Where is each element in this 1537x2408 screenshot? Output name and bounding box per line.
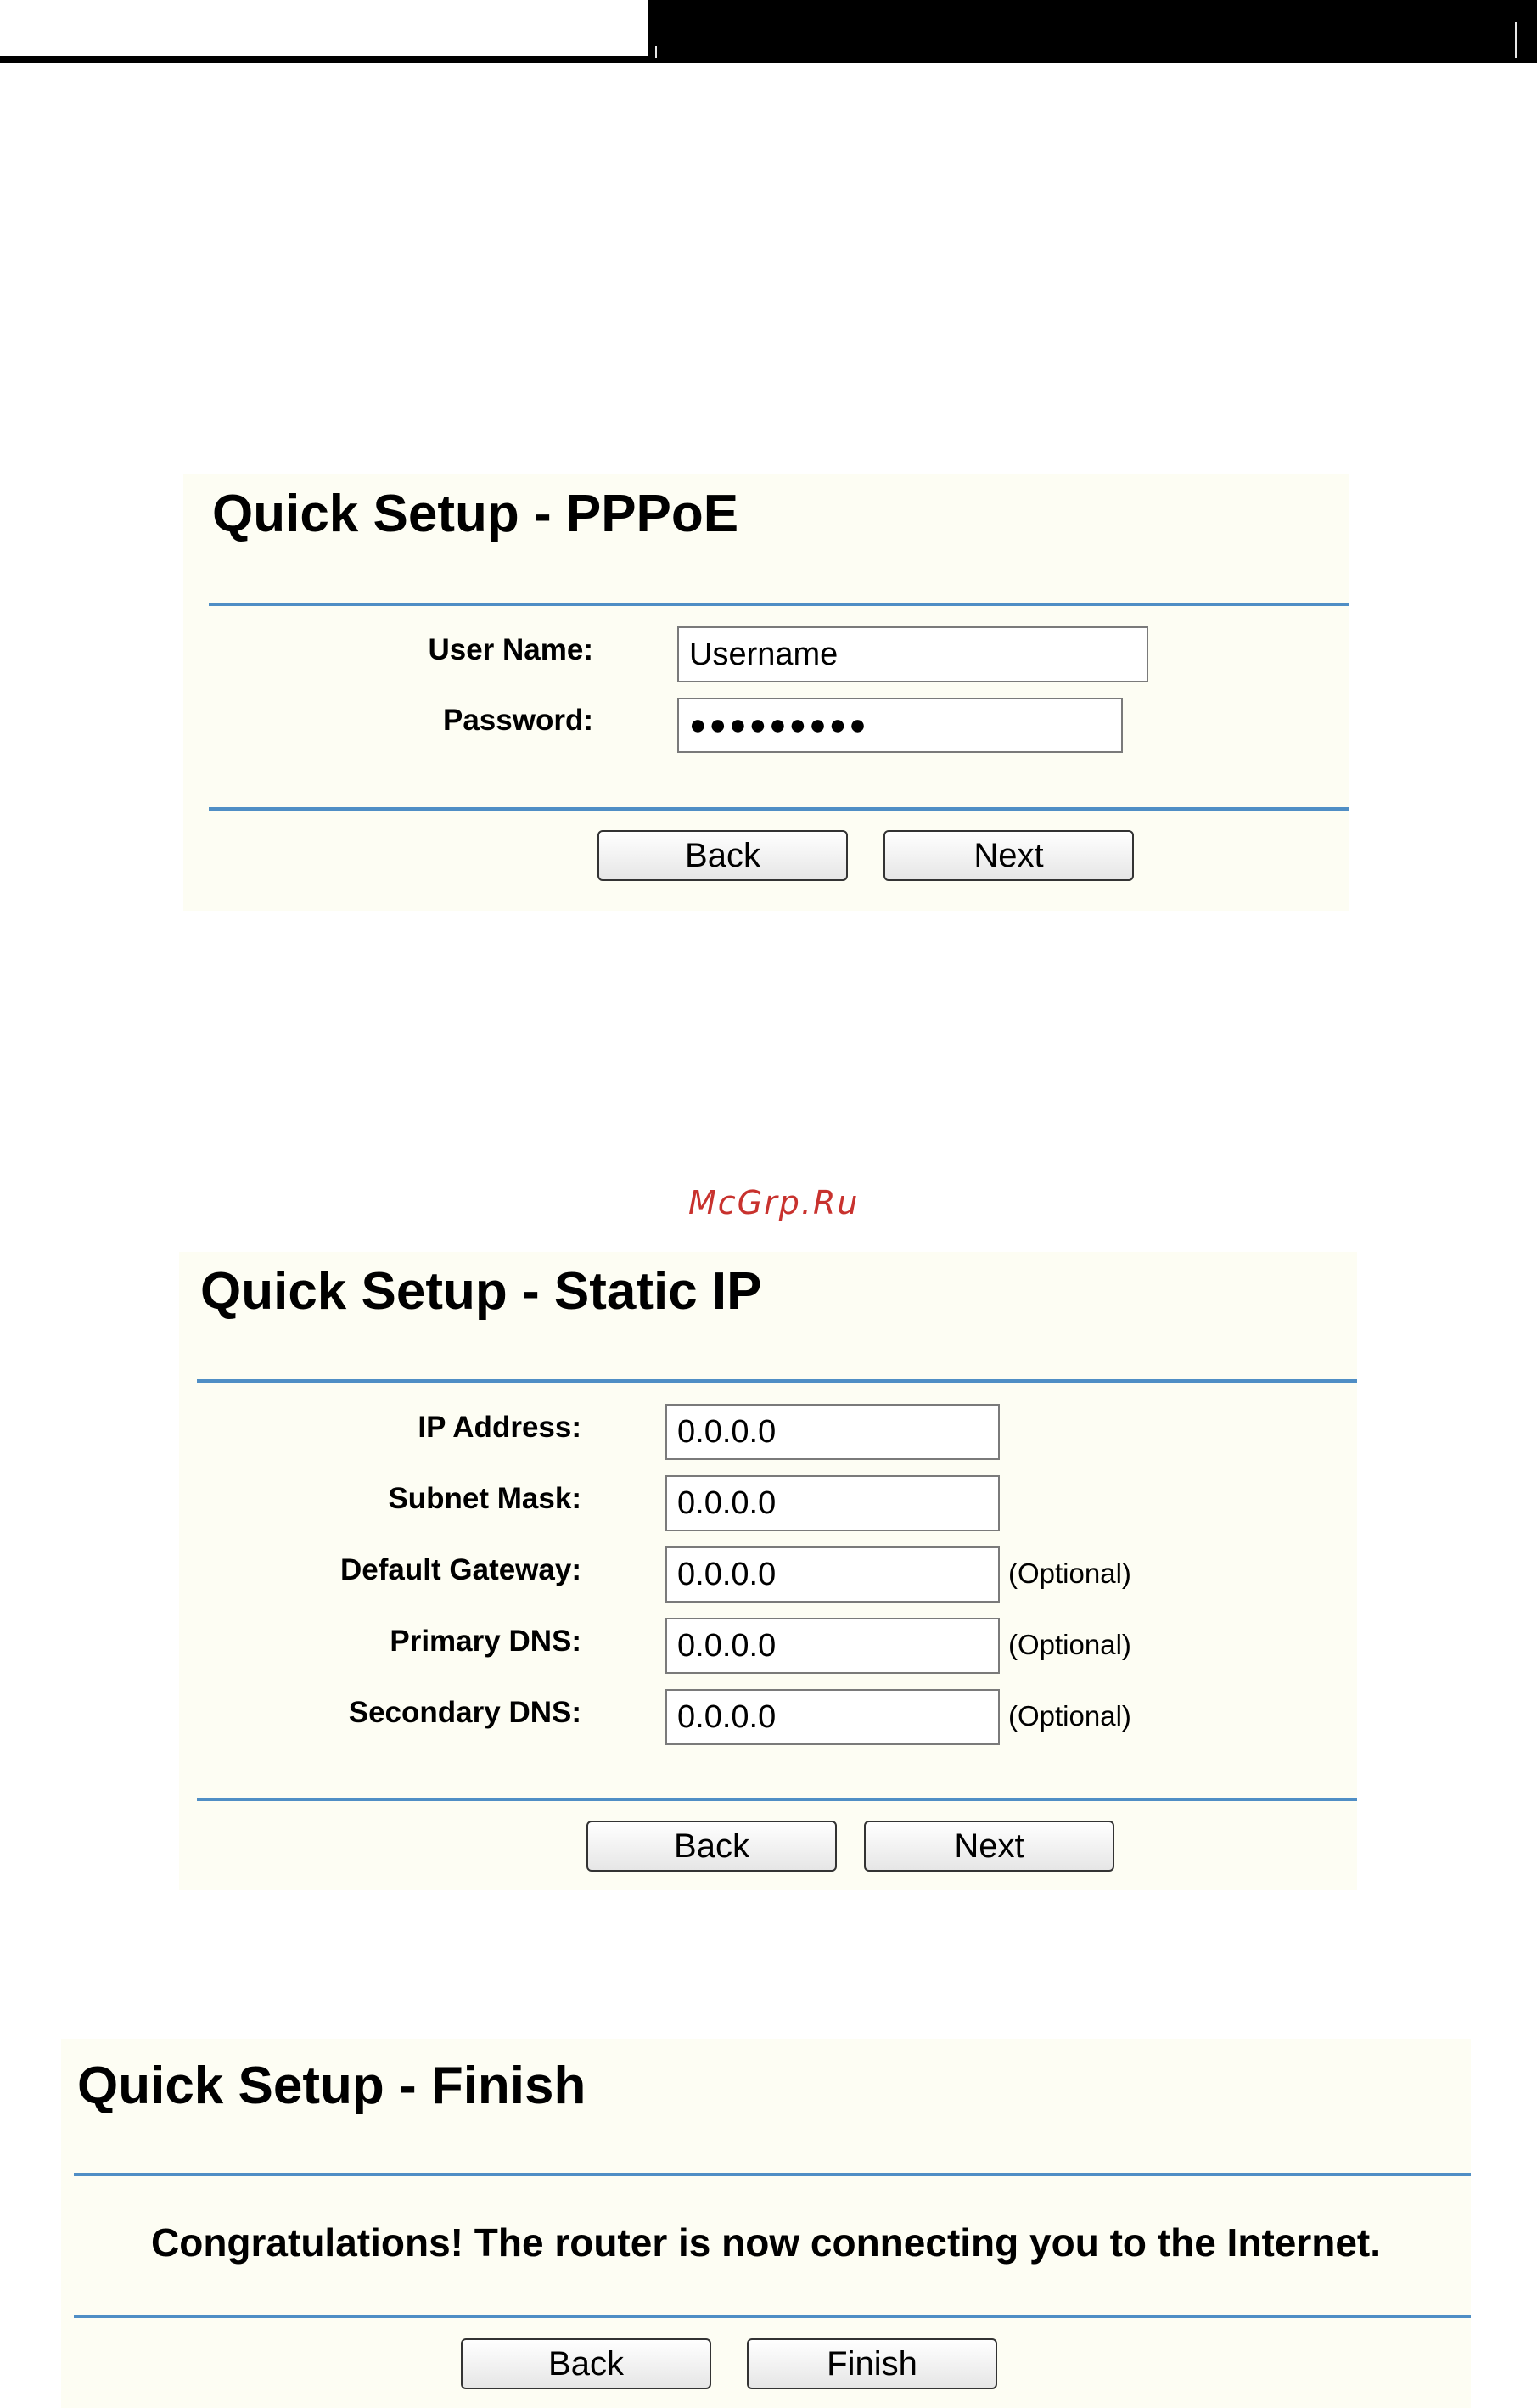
header-bar-right — [648, 0, 1537, 63]
secondary-dns-input[interactable] — [665, 1689, 1000, 1745]
pppoe-next-button[interactable]: Next — [883, 830, 1134, 881]
static-ip-title: Quick Setup - Static IP — [200, 1262, 762, 1321]
static-ip-panel — [179, 1252, 1357, 1890]
ip-address-input[interactable] — [665, 1404, 1000, 1460]
default-gateway-input[interactable] — [665, 1546, 1000, 1603]
subnet-mask-label: Subnet Mask: — [388, 1482, 581, 1515]
static-ip-top-divider — [197, 1379, 1357, 1383]
default-gateway-label: Default Gateway: — [340, 1553, 581, 1586]
username-input[interactable] — [677, 626, 1148, 682]
finish-back-button[interactable]: Back — [461, 2338, 711, 2389]
secondary-dns-label: Secondary DNS: — [348, 1696, 581, 1729]
subnet-mask-input[interactable] — [665, 1475, 1000, 1531]
finish-button[interactable]: Finish — [747, 2338, 997, 2389]
password-input[interactable] — [677, 698, 1123, 753]
username-label: User Name: — [428, 633, 593, 666]
pppoe-bottom-divider — [209, 807, 1349, 811]
primary-dns-optional-note: (Optional) — [1008, 1629, 1131, 1660]
finish-message: Congratulations! The router is now connecting you to the Internet. — [151, 2220, 1382, 2265]
default-gateway-optional-note: (Optional) — [1008, 1558, 1131, 1589]
primary-dns-input[interactable] — [665, 1618, 1000, 1674]
finish-bottom-divider — [74, 2315, 1471, 2318]
pppoe-top-divider — [209, 603, 1349, 606]
finish-top-divider — [74, 2173, 1471, 2176]
header-bar-left — [0, 56, 648, 63]
static-ip-next-button[interactable]: Next — [864, 1821, 1114, 1872]
pppoe-back-button[interactable]: Back — [597, 830, 848, 881]
password-label: Password: — [443, 704, 593, 737]
watermark: McGrp.Ru — [688, 1184, 860, 1221]
finish-panel — [61, 2039, 1471, 2408]
primary-dns-label: Primary DNS: — [390, 1625, 581, 1658]
static-ip-back-button[interactable]: Back — [586, 1821, 837, 1872]
finish-title: Quick Setup - Finish — [77, 2057, 586, 2115]
static-ip-bottom-divider — [197, 1798, 1357, 1801]
secondary-dns-optional-note: (Optional) — [1008, 1700, 1131, 1732]
ip-address-label: IP Address: — [418, 1411, 581, 1444]
pppoe-title: Quick Setup - PPPoE — [212, 485, 739, 543]
header-tick-left — [655, 46, 657, 58]
pppoe-panel — [183, 474, 1349, 911]
header-tick-right — [1515, 22, 1517, 58]
